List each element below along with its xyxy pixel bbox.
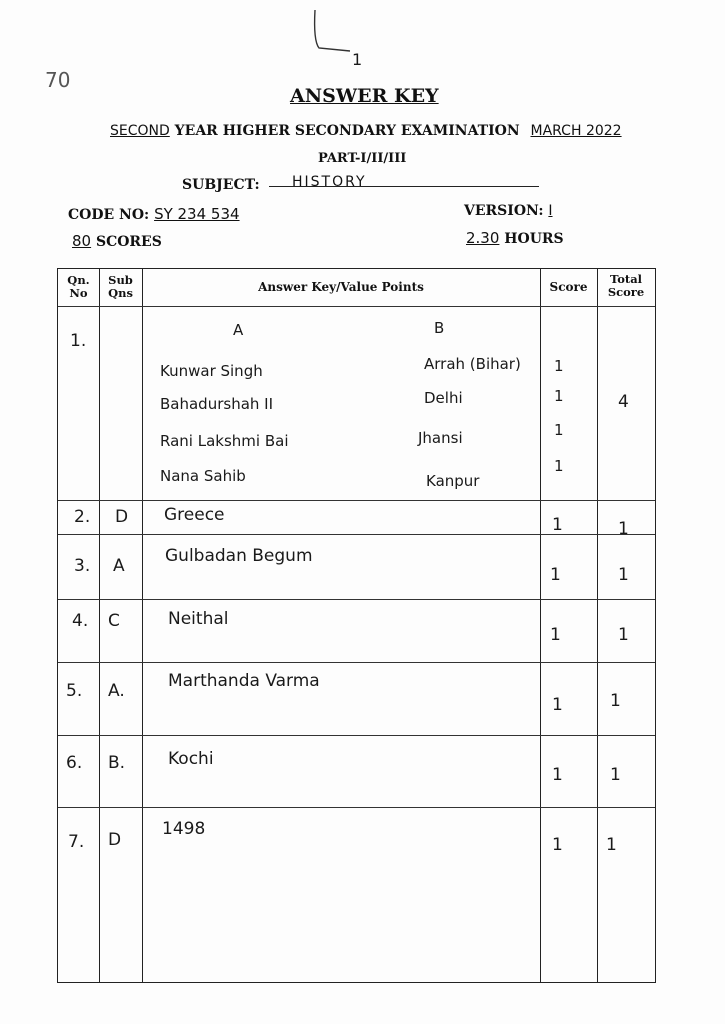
q4-score: 1 <box>550 625 561 645</box>
q1-pair-score: 1 <box>554 357 564 375</box>
exam-year: SECOND <box>110 123 170 139</box>
subject-label: SUBJECT: <box>182 177 260 193</box>
header-total: Total Score <box>607 272 645 299</box>
q5-sub: A. <box>108 681 125 701</box>
row-divider <box>58 662 655 663</box>
q3-score: 1 <box>550 565 561 585</box>
q1-pair-a: Bahadurshah II <box>160 395 274 413</box>
q2-sub: D <box>115 507 129 527</box>
page-number: 1 <box>352 50 363 69</box>
version-value: I <box>548 203 553 219</box>
q6-score: 1 <box>552 765 563 785</box>
q1-pair-b: Kanpur <box>426 472 480 490</box>
code-label: CODE NO: <box>68 207 150 223</box>
header-answer: Answer Key/Value Points <box>258 280 424 294</box>
col-divider <box>597 269 598 982</box>
q6-total: 1 <box>610 765 621 785</box>
hours-line <box>466 229 564 247</box>
margin-mark: 70 <box>45 68 71 92</box>
q3-total: 1 <box>618 565 629 585</box>
q1-pair-a: Nana Sahib <box>160 467 246 485</box>
q1-pair-a: Rani Lakshmi Bai <box>160 432 289 450</box>
q1-total: 4 <box>618 392 629 412</box>
q1-pair-b: Delhi <box>424 389 463 407</box>
answer-table <box>57 268 656 983</box>
row-divider <box>58 735 655 736</box>
scores-line <box>72 232 162 250</box>
q1-pair-score: 1 <box>554 421 564 439</box>
hours-label: HOURS <box>504 231 564 247</box>
header-divider <box>58 306 655 307</box>
code-line <box>68 205 240 223</box>
q2-answer: Greece <box>164 505 225 525</box>
q6-sub: B. <box>108 753 126 773</box>
q1-pair-b: Arrah (Bihar) <box>424 355 521 373</box>
q6-number: 6. <box>66 753 83 773</box>
q1-col-b-header: B <box>434 319 445 337</box>
q2-number: 2. <box>74 507 91 527</box>
q5-answer: Marthanda Varma <box>168 671 320 691</box>
col-divider <box>99 269 100 982</box>
q4-sub: C <box>108 611 120 631</box>
q7-total: 1 <box>606 835 617 855</box>
q7-sub: D <box>108 830 122 850</box>
hours-value: 2.30 <box>466 229 500 247</box>
subject-value: HISTORY <box>292 174 367 190</box>
part-label: PART-I/II/III <box>318 151 407 166</box>
col-divider <box>142 269 143 982</box>
row-divider <box>58 807 655 808</box>
q3-answer: Gulbadan Begum <box>165 546 313 566</box>
version-line <box>464 203 553 219</box>
q4-number: 4. <box>72 611 89 631</box>
q2-total: 1 <box>618 519 629 539</box>
scores-value: 80 <box>72 232 92 250</box>
header-sub: Sub Qns <box>108 273 133 300</box>
q1-number: 1. <box>70 331 87 351</box>
exam-text: YEAR HIGHER SECONDARY EXAMINATION <box>174 123 520 139</box>
q5-score: 1 <box>552 695 563 715</box>
page-title: ANSWER KEY <box>290 85 439 107</box>
q1-pair-score: 1 <box>554 457 564 475</box>
q3-sub: A <box>113 556 125 576</box>
header-qn: Qn. No <box>67 273 90 300</box>
q3-number: 3. <box>74 556 91 576</box>
q1-pair-a: Kunwar Singh <box>160 362 263 380</box>
q1-col-a-header: A <box>233 321 244 339</box>
q7-answer: 1498 <box>162 819 206 839</box>
code-value: SY 234 534 <box>154 205 240 223</box>
scores-label: SCORES <box>95 234 162 250</box>
q5-number: 5. <box>66 681 83 701</box>
q6-answer: Kochi <box>168 749 214 769</box>
col-divider <box>540 269 541 982</box>
row-divider <box>58 599 655 600</box>
q1-pair-b: Jhansi <box>418 429 463 447</box>
q4-total: 1 <box>618 625 629 645</box>
row-divider <box>58 534 655 535</box>
q5-total: 1 <box>610 691 621 711</box>
version-label: VERSION: <box>464 203 544 219</box>
exam-month: MARCH 2022 <box>530 123 622 139</box>
q7-score: 1 <box>552 835 563 855</box>
q2-score: 1 <box>552 515 563 535</box>
q7-number: 7. <box>68 832 85 852</box>
exam-line <box>110 123 622 139</box>
row-divider <box>58 500 655 501</box>
q4-answer: Neithal <box>168 609 229 629</box>
header-score: Score <box>549 280 588 294</box>
subject-line <box>182 174 539 193</box>
q1-pair-score: 1 <box>554 387 564 405</box>
